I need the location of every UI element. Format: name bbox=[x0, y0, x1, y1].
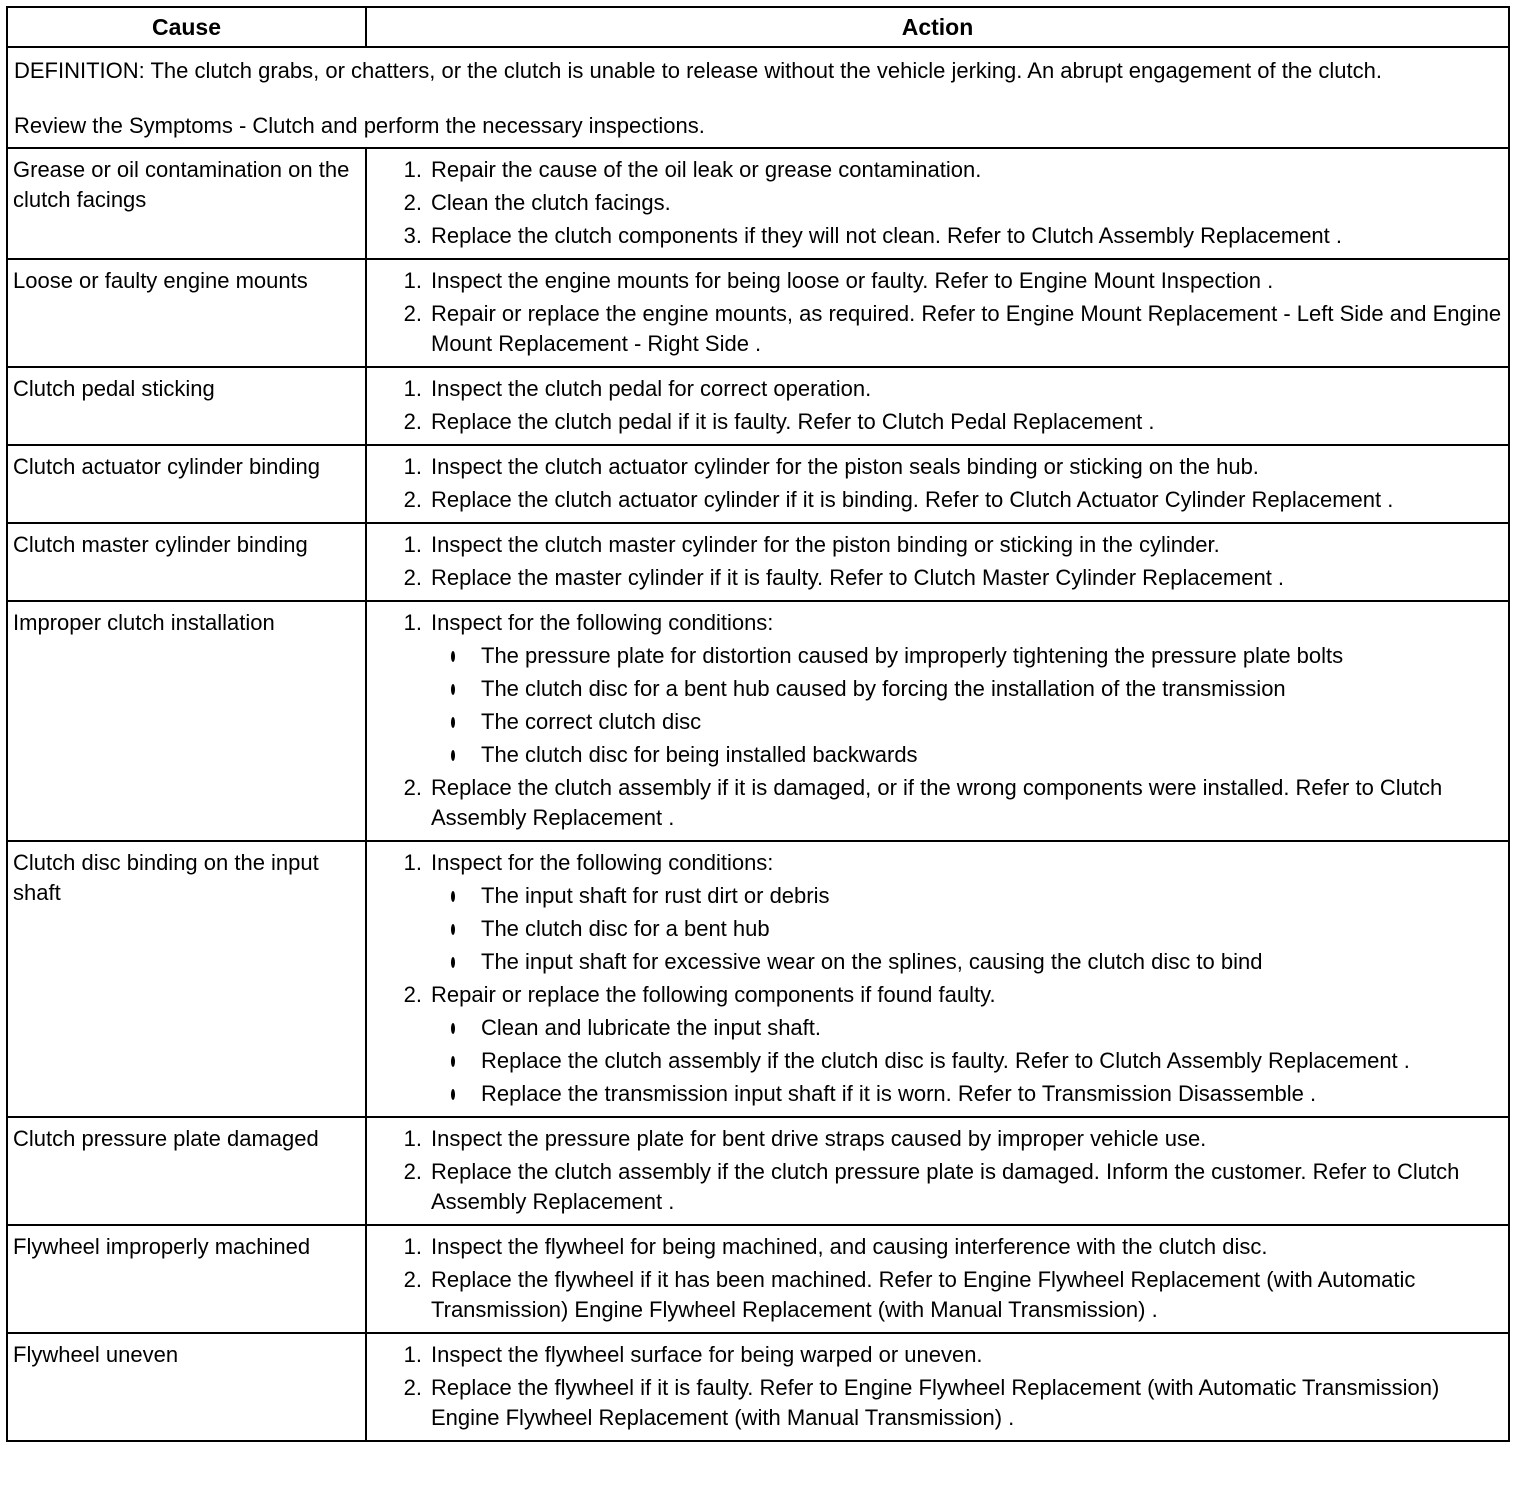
step-body bbox=[431, 188, 1504, 218]
action-step bbox=[367, 221, 1504, 251]
action-step bbox=[367, 374, 1504, 404]
table-row bbox=[7, 148, 1509, 259]
step-body bbox=[431, 221, 1504, 251]
step-text: Replace the flywheel if it has been machined. Refer to Engine Flywheel Replacement (with Automatic Transmission) Engine Flywheel Replacement (with Manual Transmission) . bbox=[431, 1267, 1416, 1322]
cause-cell: Clutch disc binding on the input shaft bbox=[7, 841, 366, 1117]
step-body bbox=[431, 1265, 1504, 1325]
action-step bbox=[367, 1124, 1504, 1154]
action-step bbox=[367, 608, 1504, 770]
bullet-icon bbox=[431, 1013, 455, 1043]
table-row bbox=[7, 259, 1509, 367]
step-body bbox=[431, 155, 1504, 185]
step-text: Repair or replace the engine mounts, as required. Refer to Engine Mount Replacement - Left Side and Engine Mount Replacement - Right Side . bbox=[431, 301, 1502, 356]
table-row bbox=[7, 1333, 1509, 1441]
cause-cell: Loose or faulty engine mounts bbox=[7, 259, 366, 367]
action-step bbox=[367, 980, 1504, 1109]
cause-cell: Flywheel uneven bbox=[7, 1333, 366, 1441]
step-number: 1. bbox=[403, 1342, 422, 1367]
definition-text: DEFINITION: The clutch grabs, or chatters, or the clutch is unable to release without the vehicle jerking. An abrupt engagement of the clutch. bbox=[14, 58, 1382, 83]
bullet-item bbox=[431, 914, 1504, 944]
action-header: Action bbox=[366, 7, 1509, 47]
bullet-item bbox=[431, 1046, 1504, 1076]
step-text: Inspect the clutch master cylinder for the piston binding or sticking in the cylinder. bbox=[431, 532, 1220, 557]
step-text: Replace the clutch actuator cylinder if it is binding. Refer to Clutch Actuator Cylinder Replacement . bbox=[431, 487, 1394, 512]
action-step bbox=[367, 1340, 1504, 1370]
diagnostic-table bbox=[6, 6, 1510, 1442]
step-body bbox=[431, 848, 1504, 977]
bullet-item bbox=[431, 881, 1504, 911]
header-row bbox=[7, 7, 1509, 47]
bullet-icon bbox=[431, 740, 455, 770]
bullet-icon bbox=[431, 674, 455, 704]
step-number: 1. bbox=[403, 610, 422, 635]
action-cell bbox=[366, 1117, 1509, 1225]
bullet-item bbox=[431, 1013, 1504, 1043]
step-body bbox=[431, 1232, 1504, 1262]
bullet-text: The pressure plate for distortion caused by improperly tightening the pressure plate bolts bbox=[481, 643, 1344, 668]
step-text: Inspect the clutch pedal for correct operation. bbox=[431, 376, 872, 401]
definition-cell bbox=[7, 47, 1509, 148]
step-number: 3. bbox=[403, 223, 422, 248]
bullet-text: Clean and lubricate the input shaft. bbox=[481, 1015, 822, 1040]
step-number: 2. bbox=[403, 1375, 422, 1400]
step-text: Inspect the clutch actuator cylinder for the piston seals binding or sticking on the hub. bbox=[431, 454, 1259, 479]
action-step bbox=[367, 155, 1504, 185]
step-body bbox=[431, 266, 1504, 296]
cause-cell: Improper clutch installation bbox=[7, 601, 366, 841]
action-step bbox=[367, 1232, 1504, 1262]
step-body bbox=[431, 485, 1504, 515]
step-text: Repair or replace the following components if found faulty. bbox=[431, 982, 996, 1007]
bullet-icon bbox=[431, 641, 455, 671]
bullet-icon bbox=[431, 881, 455, 911]
action-step bbox=[367, 188, 1504, 218]
step-number: 2. bbox=[403, 409, 422, 434]
step-text: Replace the clutch assembly if it is damaged, or if the wrong components were installed. Refer to Clutch Assembly Replacement . bbox=[431, 775, 1443, 830]
action-step bbox=[367, 773, 1504, 833]
step-number: 2. bbox=[403, 1267, 422, 1292]
table-row bbox=[7, 445, 1509, 523]
action-step bbox=[367, 848, 1504, 977]
step-body bbox=[431, 299, 1504, 359]
bullet-text: The clutch disc for a bent hub caused by forcing the installation of the transmission bbox=[481, 676, 1286, 701]
step-number: 1. bbox=[403, 376, 422, 401]
step-body bbox=[431, 980, 1504, 1109]
step-number: 2. bbox=[403, 301, 422, 326]
step-number: 2. bbox=[403, 982, 422, 1007]
table-row bbox=[7, 367, 1509, 445]
step-number: 2. bbox=[403, 487, 422, 512]
bullet-item bbox=[431, 740, 1504, 770]
cause-cell: Flywheel improperly machined bbox=[7, 1225, 366, 1333]
step-body bbox=[431, 374, 1504, 404]
bullet-item bbox=[431, 947, 1504, 977]
bullet-text: The clutch disc for being installed backwards bbox=[481, 742, 918, 767]
bullet-item bbox=[431, 674, 1504, 704]
step-text: Inspect the engine mounts for being loose or faulty. Refer to Engine Mount Inspection . bbox=[431, 268, 1274, 293]
action-step bbox=[367, 563, 1504, 593]
step-text: Inspect for the following conditions: bbox=[431, 610, 774, 635]
step-text: Replace the clutch assembly if the clutch pressure plate is damaged. Inform the customer. Refer to Clutch Assembly Replacement . bbox=[431, 1159, 1460, 1214]
step-text: Clean the clutch facings. bbox=[431, 190, 671, 215]
step-text: Replace the clutch pedal if it is faulty. Refer to Clutch Pedal Replacement . bbox=[431, 409, 1155, 434]
bullet-item bbox=[431, 707, 1504, 737]
action-cell bbox=[366, 601, 1509, 841]
bullet-icon bbox=[431, 1079, 455, 1109]
action-cell bbox=[366, 367, 1509, 445]
step-number: 1. bbox=[403, 268, 422, 293]
action-cell bbox=[366, 148, 1509, 259]
step-text: Repair the cause of the oil leak or grease contamination. bbox=[431, 157, 982, 182]
action-step bbox=[367, 407, 1504, 437]
step-body bbox=[431, 1124, 1504, 1154]
step-body bbox=[431, 452, 1504, 482]
step-body bbox=[431, 608, 1504, 770]
cause-cell: Grease or oil contamination on the clutch facings bbox=[7, 148, 366, 259]
table-row bbox=[7, 1117, 1509, 1225]
bullet-icon bbox=[431, 1046, 455, 1076]
review-text: Review the Symptoms - Clutch and perform the necessary inspections. bbox=[14, 113, 705, 138]
bullet-item bbox=[431, 641, 1504, 671]
action-step bbox=[367, 530, 1504, 560]
action-step bbox=[367, 1157, 1504, 1217]
bullet-text: The input shaft for rust dirt or debris bbox=[481, 883, 830, 908]
bullet-icon bbox=[431, 707, 455, 737]
cause-cell: Clutch actuator cylinder binding bbox=[7, 445, 366, 523]
step-text: Inspect the flywheel for being machined, and causing interference with the clutch disc. bbox=[431, 1234, 1268, 1259]
action-step bbox=[367, 1265, 1504, 1325]
step-text: Inspect the flywheel surface for being warped or uneven. bbox=[431, 1342, 983, 1367]
action-step bbox=[367, 299, 1504, 359]
step-number: 1. bbox=[403, 532, 422, 557]
action-cell bbox=[366, 445, 1509, 523]
table-row bbox=[7, 601, 1509, 841]
step-body bbox=[431, 563, 1504, 593]
step-number: 1. bbox=[403, 1234, 422, 1259]
step-body bbox=[431, 407, 1504, 437]
action-step bbox=[367, 485, 1504, 515]
action-cell bbox=[366, 523, 1509, 601]
action-cell bbox=[366, 1333, 1509, 1441]
bullet-text: Replace the transmission input shaft if it is worn. Refer to Transmission Disassemble . bbox=[481, 1081, 1317, 1106]
step-number: 1. bbox=[403, 454, 422, 479]
bullet-item bbox=[431, 1079, 1504, 1109]
step-number: 1. bbox=[403, 850, 422, 875]
table-row bbox=[7, 841, 1509, 1117]
table-row bbox=[7, 523, 1509, 601]
action-cell bbox=[366, 841, 1509, 1117]
step-text: Replace the flywheel if it is faulty. Refer to Engine Flywheel Replacement (with Automatic Transmission) Engine Flywheel Replacement (with Manual Transmission) . bbox=[431, 1375, 1440, 1430]
step-number: 1. bbox=[403, 1126, 422, 1151]
step-text: Inspect for the following conditions: bbox=[431, 850, 774, 875]
step-body bbox=[431, 1157, 1504, 1217]
step-body bbox=[431, 773, 1504, 833]
bullet-text: Replace the clutch assembly if the clutch disc is faulty. Refer to Clutch Assembly Replacement . bbox=[481, 1048, 1410, 1073]
step-text: Replace the clutch components if they will not clean. Refer to Clutch Assembly Replacement . bbox=[431, 223, 1343, 248]
action-cell bbox=[366, 259, 1509, 367]
step-number: 1. bbox=[403, 157, 422, 182]
cause-header: Cause bbox=[7, 7, 366, 47]
definition-row bbox=[7, 47, 1509, 148]
step-text: Inspect the pressure plate for bent drive straps caused by improper vehicle use. bbox=[431, 1126, 1207, 1151]
step-number: 2. bbox=[403, 190, 422, 215]
action-cell bbox=[366, 1225, 1509, 1333]
action-step bbox=[367, 452, 1504, 482]
cause-cell: Clutch pedal sticking bbox=[7, 367, 366, 445]
bullet-icon bbox=[431, 947, 455, 977]
action-step bbox=[367, 266, 1504, 296]
step-body bbox=[431, 1340, 1504, 1370]
cause-cell: Clutch pressure plate damaged bbox=[7, 1117, 366, 1225]
step-number: 2. bbox=[403, 565, 422, 590]
bullet-text: The correct clutch disc bbox=[481, 709, 702, 734]
action-step bbox=[367, 1373, 1504, 1433]
step-text: Replace the master cylinder if it is faulty. Refer to Clutch Master Cylinder Replacement . bbox=[431, 565, 1285, 590]
step-number: 2. bbox=[403, 1159, 422, 1184]
bullet-text: The input shaft for excessive wear on the splines, causing the clutch disc to bind bbox=[481, 949, 1263, 974]
table-row bbox=[7, 1225, 1509, 1333]
step-number: 2. bbox=[403, 775, 422, 800]
bullet-icon bbox=[431, 914, 455, 944]
step-body bbox=[431, 1373, 1504, 1433]
bullet-text: The clutch disc for a bent hub bbox=[481, 916, 770, 941]
cause-cell: Clutch master cylinder binding bbox=[7, 523, 366, 601]
step-body bbox=[431, 530, 1504, 560]
